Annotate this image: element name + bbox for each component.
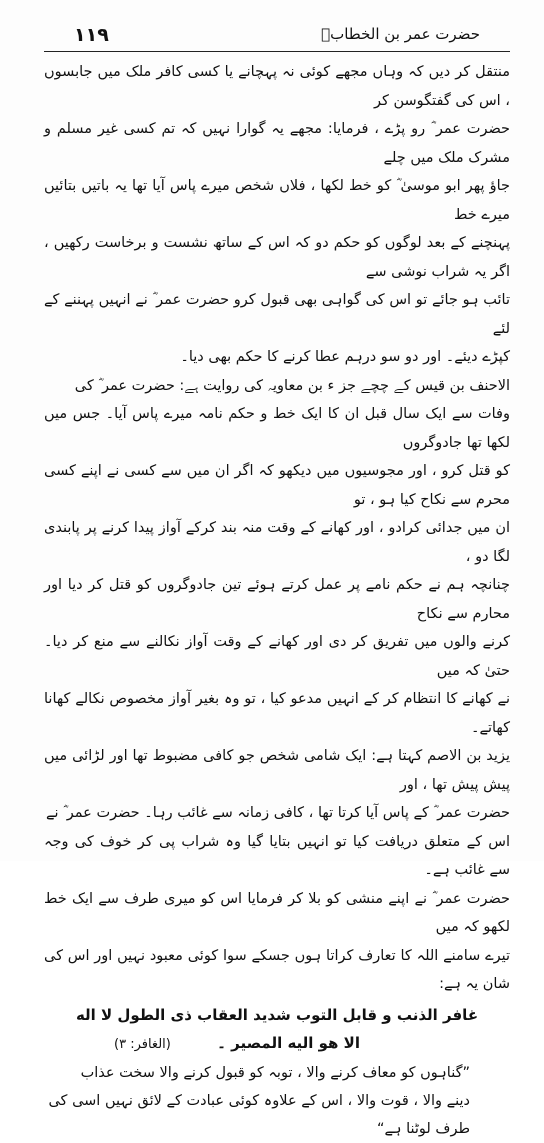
- paragraph-2: [44, 372, 510, 743]
- header-rule: [44, 51, 510, 52]
- running-title: حضرت عمر بن الخطابؓ: [321, 25, 480, 43]
- text-line: تیرے سامنے اللہ کا تعارف کراتا ہوں جسکے سوا کوئی معبود نہیں اور اس کی شان یہ ہے:: [44, 947, 510, 992]
- text-line: تائب ہو جائے تو اس کی گواہی بھی قبول کرو حضرت عمر ؓ نے انہیں پہننے کے لئے: [44, 292, 510, 337]
- page-body: [44, 58, 510, 1143]
- text-line: الاحنف بن قیس کے چچے جز ء بن معاویہ کی روایت ہے: حضرت عمر ؓ کی: [74, 377, 510, 394]
- text-line: پہنچنے کے بعد لوگوں کو حکم دو کہ اس کے ساتھ نشست و برخاست رکھیں ، اگر یہ شراب نوشی سے: [44, 235, 510, 280]
- paragraph-1: [44, 58, 510, 372]
- translation-line: طرف لوٹنا ہے“: [376, 1120, 470, 1137]
- text-line: منتقل کر دیں کہ وہاں مجھے کوئی نہ پہچانے یا کسی کافر ملک میں جابسوں ، اس کی گفتگوسن کر: [44, 64, 510, 109]
- text-line: اس کے متعلق دریافت کیا تو انہیں بتایا گیا وہ شراب پی کر خوف کی وجہ سے غائب ہے۔: [44, 833, 510, 878]
- text-line: جاؤ پھر ابو موسیٰ ؓ کو خط لکھا ، فلاں شخص میرے پاس آیا تھا یہ باتیں بتائیں میرے خط: [44, 178, 510, 223]
- translation-line: ”گناہوں کو معاف کرنے والا ، توبہ کو قبول کرنے والا سخت عذاب: [80, 1064, 470, 1081]
- text-line: حضرت عمر ؓ کے پاس آیا کرتا تھا ، کافی زمانہ سے غائب رہا۔ حضرت عمر ؓ نے: [46, 805, 510, 821]
- verse-translation: [44, 1059, 510, 1143]
- text-line: چنانچہ ہم نے حکم نامے پر عمل کرتے ہوئے تین جادوگروں کو قتل کر دیا اور محارم سے نکاح: [44, 577, 510, 622]
- verse-reference: (الغافر: ۳): [114, 1036, 171, 1052]
- quran-verse-line-2: [44, 1029, 510, 1059]
- quran-verse-line-1: غافر الذنب و قابل التوب شدید العقاب ذی الطول لا اله: [75, 1005, 479, 1024]
- text-line: نے کھانے کا انتظام کر کے انہیں مدعو کیا ، تو وہ بغیر آواز مخصوص نکالے کھانا کھاتے۔: [44, 691, 510, 736]
- page-header: [44, 18, 510, 52]
- translation-line: دینے والا ، قوت والا ، اس کے علاوہ کوئی عبادت کے لائق نہیں اسی کی: [48, 1092, 470, 1109]
- text-line: کرنے والوں میں تفریق کر دی اور کھانے کے وقت آواز نکالنے سے منع کر دیا۔ حتیٰ کہ میں: [44, 634, 510, 679]
- quran-verse-text: الا هو الیه المصیر ۔: [217, 1033, 360, 1052]
- page-number: ۱۱۹: [74, 24, 109, 46]
- text-line: وفات سے ایک سال قبل ان کا ایک خط و حکم نامہ میرے پاس آیا۔ جس میں لکھا تھا جادوگروں: [44, 406, 510, 451]
- text-line: حضرت عمر ؓ نے اپنے منشی کو بلا کر فرمایا اس کو میری طرف سے ایک خط لکھو کہ میں: [44, 890, 510, 935]
- text-line: کپڑے دیئے۔ اور دو سو درہم عطا کرنے کا حکم بھی دیا۔: [180, 349, 510, 365]
- text-line: حضرت عمر ؓ رو پڑے ، فرمایا: مجھے یہ گوارا نہیں کہ تم کسی غیر مسلم و مشرک ملک میں چلے: [44, 121, 510, 166]
- paragraph-3: [44, 742, 510, 999]
- text-line: یزید بن الاصم کہتا ہے: ایک شامی شخص جو کافی مضبوط تھا اور لڑائی میں پیش پیش تھا ، اور: [44, 748, 510, 793]
- text-line: کو قتل کرو ، اور مجوسیوں میں دیکھو کہ اگر ان میں سے کسی نے اپنے کسی محرم سے نکاح کیا ہو ، تو: [44, 463, 510, 508]
- text-line: ان میں جدائی کرادو ، اور کھانے کے وقت منہ بند کرکے آواز پیدا کرنے پر پابندی لگا دو ،: [44, 520, 510, 565]
